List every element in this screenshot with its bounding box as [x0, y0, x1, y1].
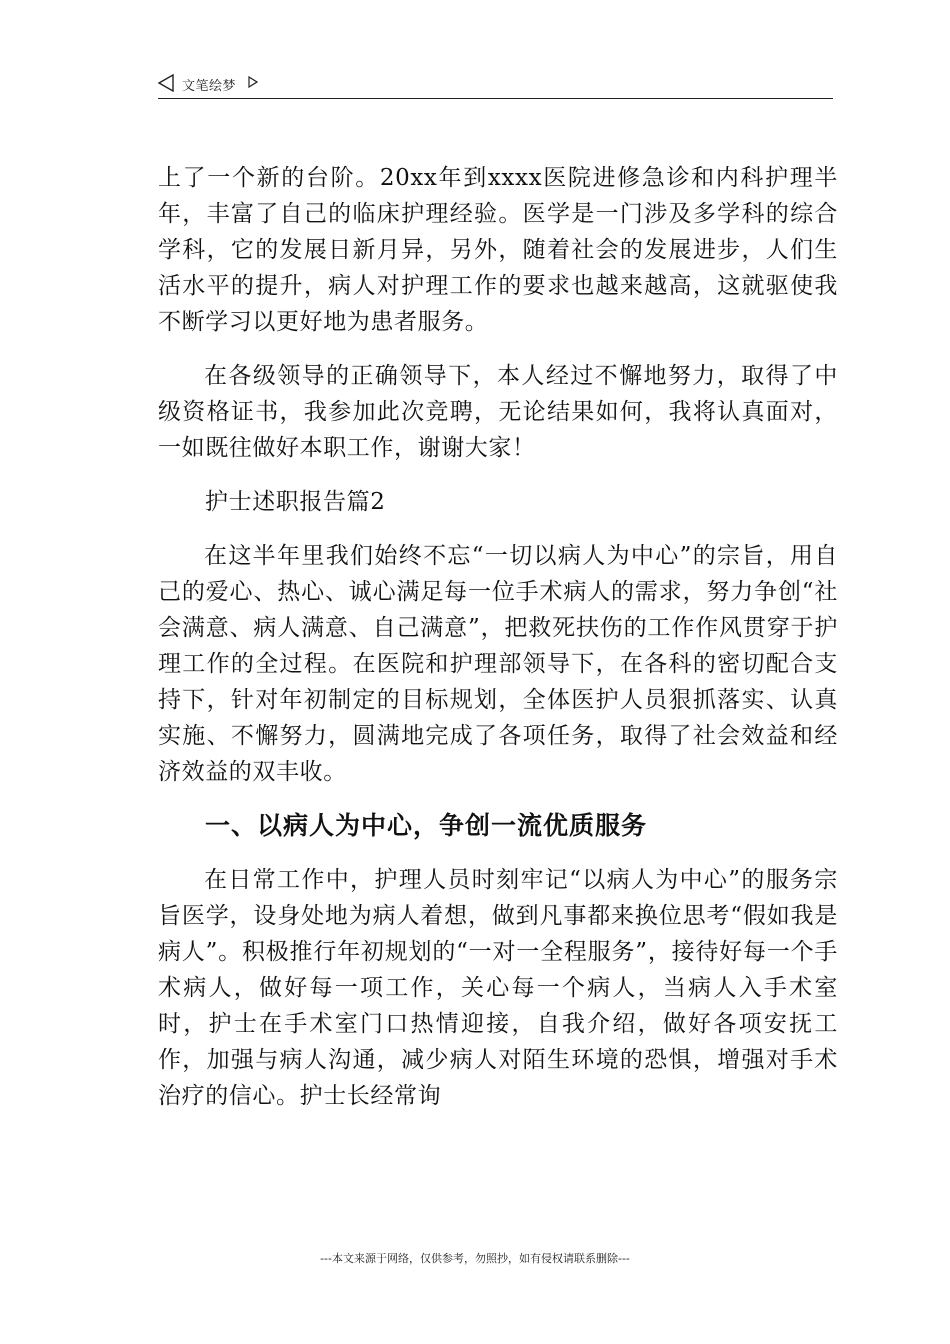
paragraph-service: 在日常工作中，护理人员时刻牢记“以病人为中心”的服务宗旨医学，设身处地为病人着想，做到凡事都来换位思考“假如我是病人”。积极推行年初规划的“一对一全程服务”，接待好每一个手术病人，做好每一项工作，关心每一个病人，当病人入手术室时，护士在手术室门口热情迎接，自我介绍，做好各项安抚工作，加强与病人沟通，减少病人对陌生环境的恐惧，增强对手术治疗的信心。护士长经常询	[158, 867, 838, 1109]
paragraph-closing: 在各级领导的正确领导下，本人经过不懈地努力，取得了中级资格证书，我参加此次竞聘，无论结果如何，我将认真面对，一如既往做好本职工作，谢谢大家！	[158, 363, 838, 461]
document-body	[158, 160, 838, 1114]
paragraph-intro: 在这半年里我们始终不忘“一切以病人为中心”的宗旨，用自己的爱心、热心、诚心满足每一位手术病人的需求，努力争创“社会满意、病人满意、自己满意”，把救死扶伤的工作作风贯穿于护理工作的全过程。在医院和护理部领导下，在各科的密切配合支持下，针对年初制定的目标规划，全体医护人员狠抓落实、认真实施、不懈努力，圆满地完成了各项任务，取得了社会效益和经济效益的双丰收。	[158, 543, 838, 785]
section-subtitle: 护士述职报告篇2	[205, 489, 386, 515]
header-title: 文笔绘梦	[182, 79, 237, 94]
section-heading: 一、以病人为中心，争创一流优质服务	[205, 811, 648, 840]
triangle-right-icon	[248, 76, 258, 88]
page-header	[158, 72, 833, 99]
footer-disclaimer: ---本文来源于网络，仅供参考，勿照抄，如有侵权请联系删除---	[320, 1252, 630, 1265]
paragraph-continued: 上了一个新的台阶。20xx年到xxxx医院进修急诊和内科护理半年，丰富了自己的临床护理经验。医学是一门涉及多学科的综合学科，它的发展日新月异，另外，随着社会的发展进步，人们生活水平的提升，病人对护理工作的要求也越来越高，这就驱使我不断学习以更好地为患者服务。	[158, 165, 838, 335]
triangle-left-icon	[158, 74, 174, 92]
